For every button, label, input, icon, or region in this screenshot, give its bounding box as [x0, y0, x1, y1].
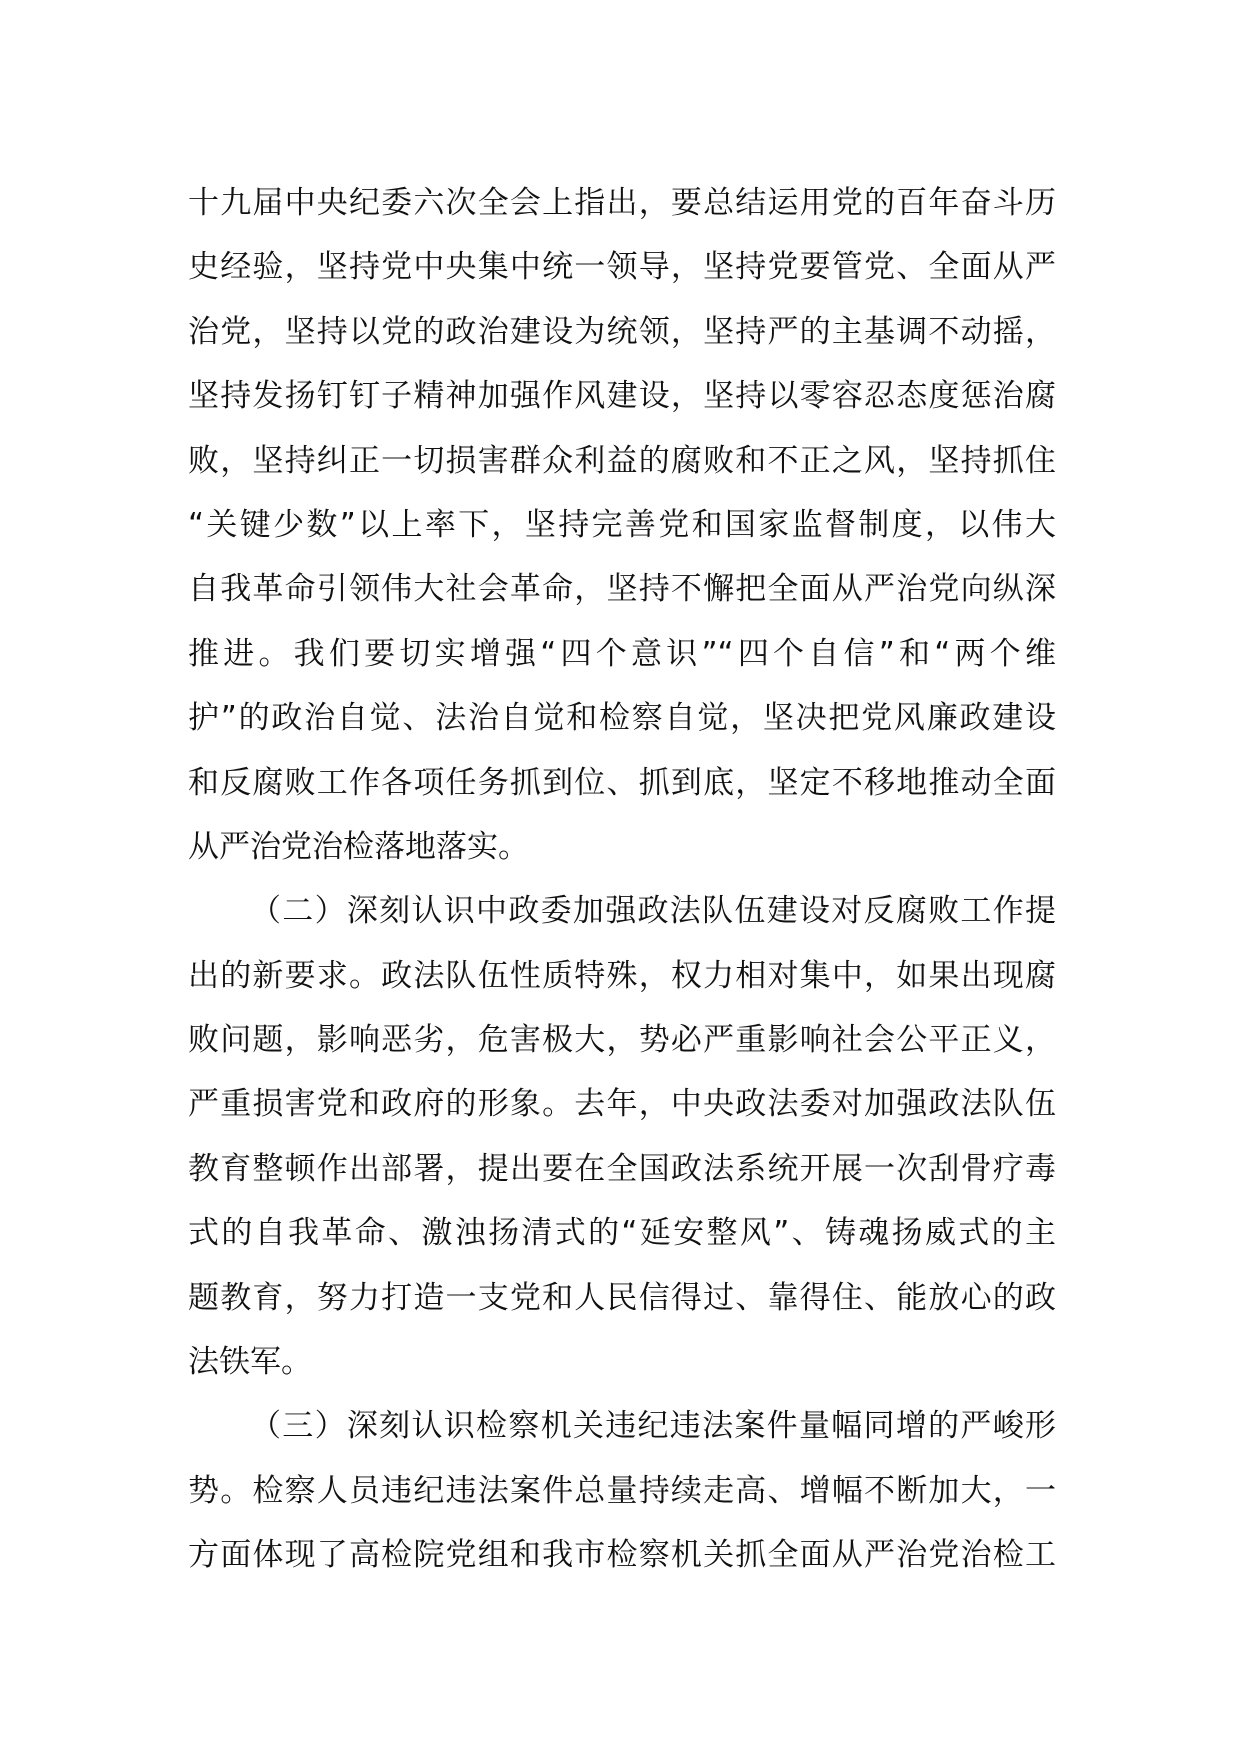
text-line: 方面体现了高检院党组和我市检察机关抓全面从严治党治检工 — [188, 1537, 1056, 1574]
text-line: 从严治党治检落地落实。 — [188, 828, 529, 865]
text-line: 法铁军。 — [188, 1344, 312, 1381]
text-line: 败，坚持纠正一切损害群众利益的腐败和不正之风，坚持抓住 — [188, 442, 1056, 479]
text-line: 护”的政治自觉、法治自觉和检察自觉，坚决把党风廉政建设 — [188, 700, 1056, 737]
text-line: “关键少数”以上率下，坚持完善党和国家监督制度，以伟大 — [188, 506, 1056, 543]
text-line: 式的自我革命、激浊扬清式的“延安整风”、铸魂扬威式的主 — [188, 1215, 1056, 1252]
text-line: （二）深刻认识中政委加强政法队伍建设对反腐败工作提 — [250, 893, 1056, 930]
text-line: 推进。我们要切实增强“四个意识”“四个自信”和“两个维 — [188, 635, 1056, 672]
text-line: 自我革命引领伟大社会革命，坚持不懈把全面从严治党向纵深 — [188, 571, 1056, 608]
text-line: （三）深刻认识检察机关违纪违法案件量幅同增的严峻形 — [250, 1408, 1056, 1445]
text-line: 史经验，坚持党中央集中统一领导，坚持党要管党、全面从严 — [188, 249, 1056, 286]
text-line: 出的新要求。政法队伍性质特殊，权力相对集中，如果出现腐 — [188, 957, 1056, 994]
text-line: 十九届中央纪委六次全会上指出，要总结运用党的百年奋斗历 — [188, 185, 1056, 221]
text-line: 和反腐败工作各项任务抓到位、抓到底，坚定不移地推动全面 — [188, 764, 1056, 801]
text-line: 治党，坚持以党的政治建设为统领，坚持严的主基调不动摇， — [188, 313, 1056, 350]
text-line: 教育整顿作出部署，提出要在全国政法系统开展一次刮骨疗毒 — [188, 1150, 1056, 1187]
document-body — [188, 171, 1056, 1588]
text-line: 严重损害党和政府的形象。去年，中央政法委对加强政法队伍 — [188, 1086, 1056, 1123]
text-line: 坚持发扬钉钉子精神加强作风建设，坚持以零容忍态度惩治腐 — [188, 378, 1056, 415]
text-line: 势。检察人员违纪违法案件总量持续走高、增幅不断加大，一 — [188, 1472, 1056, 1509]
text-line: 败问题，影响恶劣，危害极大，势必严重影响社会公平正义， — [188, 1022, 1056, 1059]
text-line: 题教育，努力打造一支党和人民信得过、靠得住、能放心的政 — [188, 1279, 1056, 1316]
